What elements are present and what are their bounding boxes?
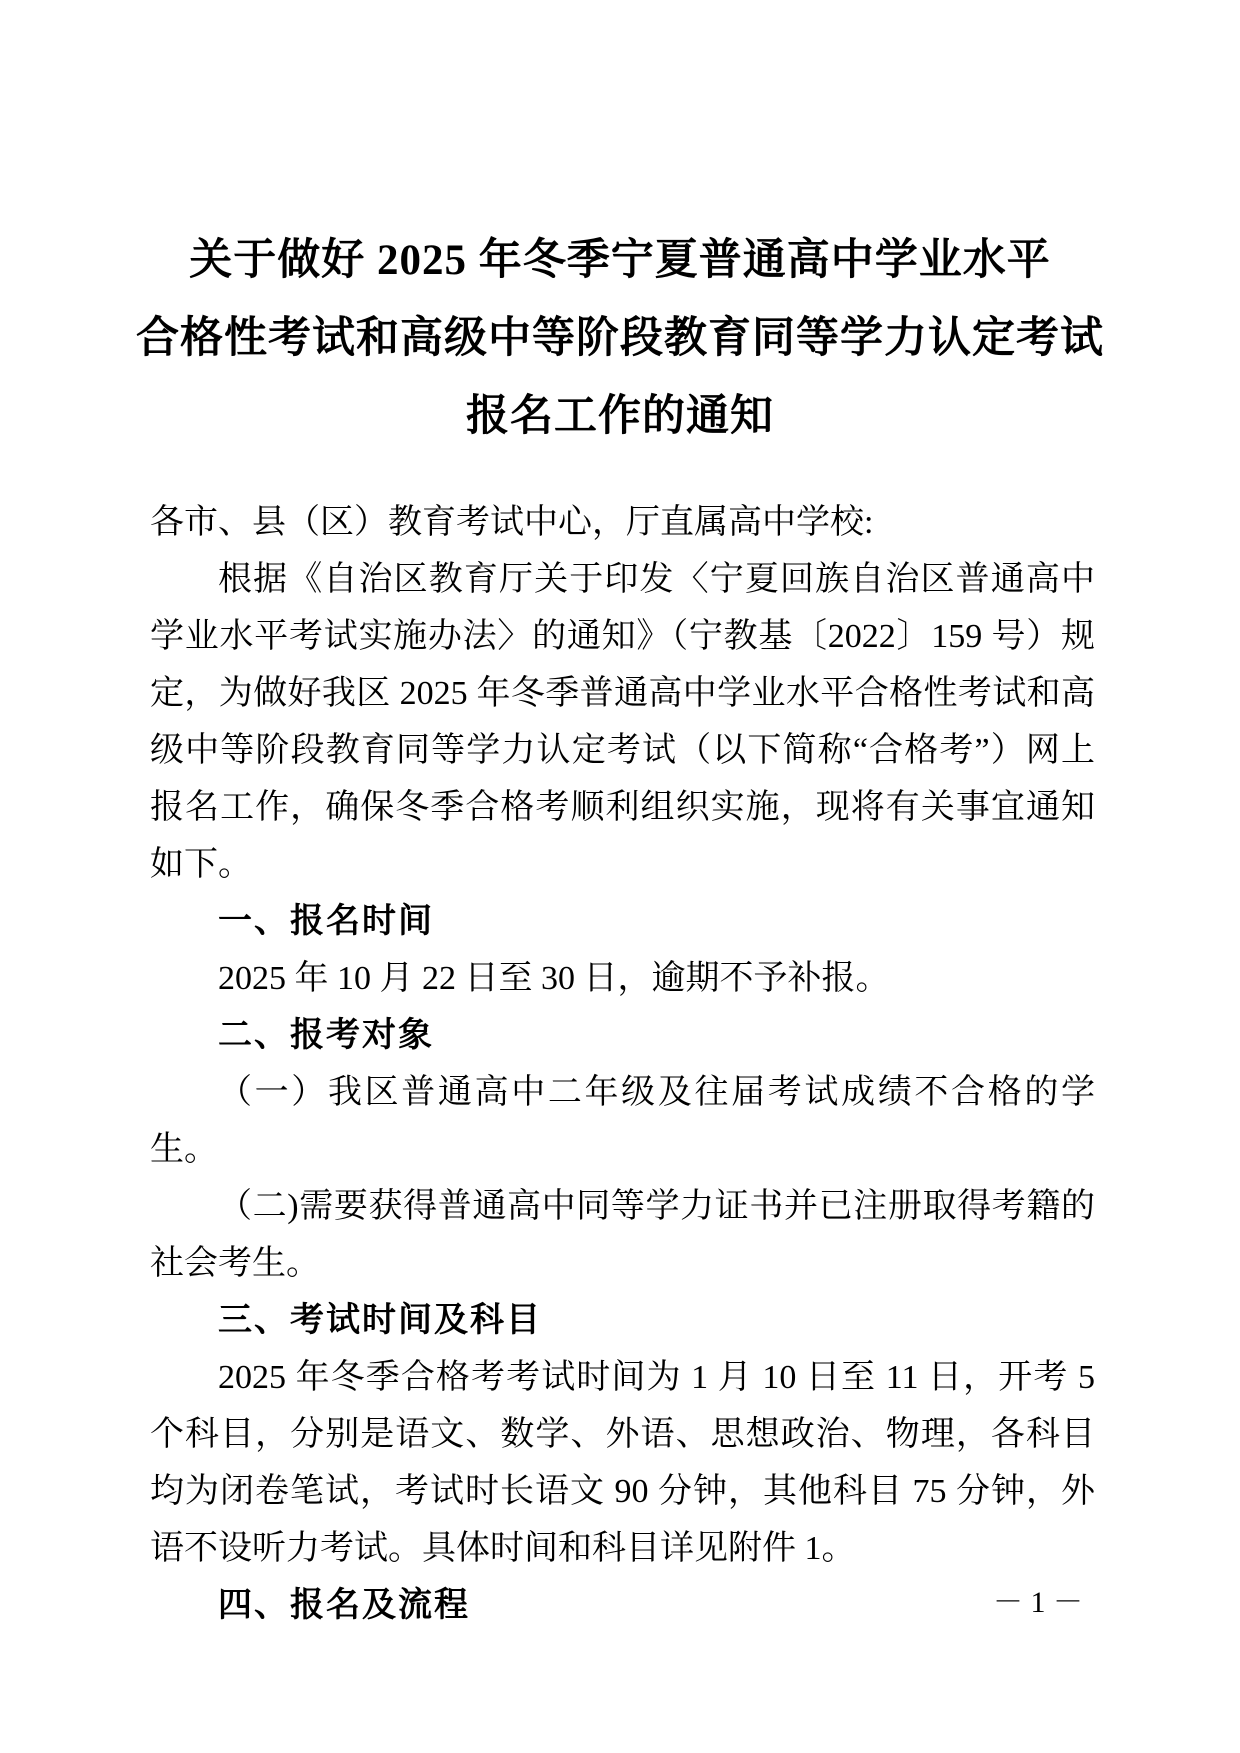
paragraph-exam-schedule: 2025 年冬季合格考考试时间为 1 月 10 日至 11 日，开考 5 个科目，分别是语文、数学、外语、思想政治、物理，各科目均为闭卷笔试，考试时长语文 90 分钟，其他科目 75 分钟，外语不设听力考试。具体时间和科目详见附件 1。 bbox=[150, 1359, 1095, 1567]
document-body bbox=[150, 494, 1095, 1634]
page-number: － 1 － bbox=[993, 1586, 1083, 1619]
paragraph-candidates-2: （二)需要获得普通高中同等学力证书并已注册取得考籍的社会考生。 bbox=[150, 1188, 1095, 1282]
paragraph-intro: 根据《自治区教育厅关于印发〈宁夏回族自治区普通高中学业水平考试实施办法〉的通知》（宁教基〔2022〕159 号）规定，为做好我区 2025 年冬季普通高中学业水平合格性考试和高级中等阶段教育同等学力认定考试（以下简称“合格考”）网上报名工作，确保冬季合格考顺利组织实施，现将有关事宜通知如下。 bbox=[150, 561, 1095, 883]
section-heading-3: 三、考试时间及科目 bbox=[218, 1301, 542, 1339]
paragraph-registration-time: 2025 年 10 月 22 日至 30 日，逾期不予补报。 bbox=[218, 960, 890, 997]
salutation: 各市、县（区）教育考试中心，厅直属高中学校: bbox=[150, 504, 874, 541]
section-heading-1: 一、报名时间 bbox=[218, 902, 434, 940]
document-title bbox=[120, 0, 1120, 456]
title-line-3: 报名工作的通知 bbox=[466, 393, 774, 440]
title-line-2: 合格性考试和高级中等阶段教育同等学力认定考试 bbox=[136, 315, 1104, 362]
title-line-1: 关于做好 2025 年冬季宁夏普通高中学业水平 bbox=[189, 237, 1051, 284]
section-heading-2: 二、报考对象 bbox=[218, 1016, 434, 1054]
section-heading-4: 四、报名及流程 bbox=[218, 1586, 470, 1624]
paragraph-candidates-1: （一）我区普通高中二年级及往届考试成绩不合格的学生。 bbox=[150, 1074, 1095, 1168]
